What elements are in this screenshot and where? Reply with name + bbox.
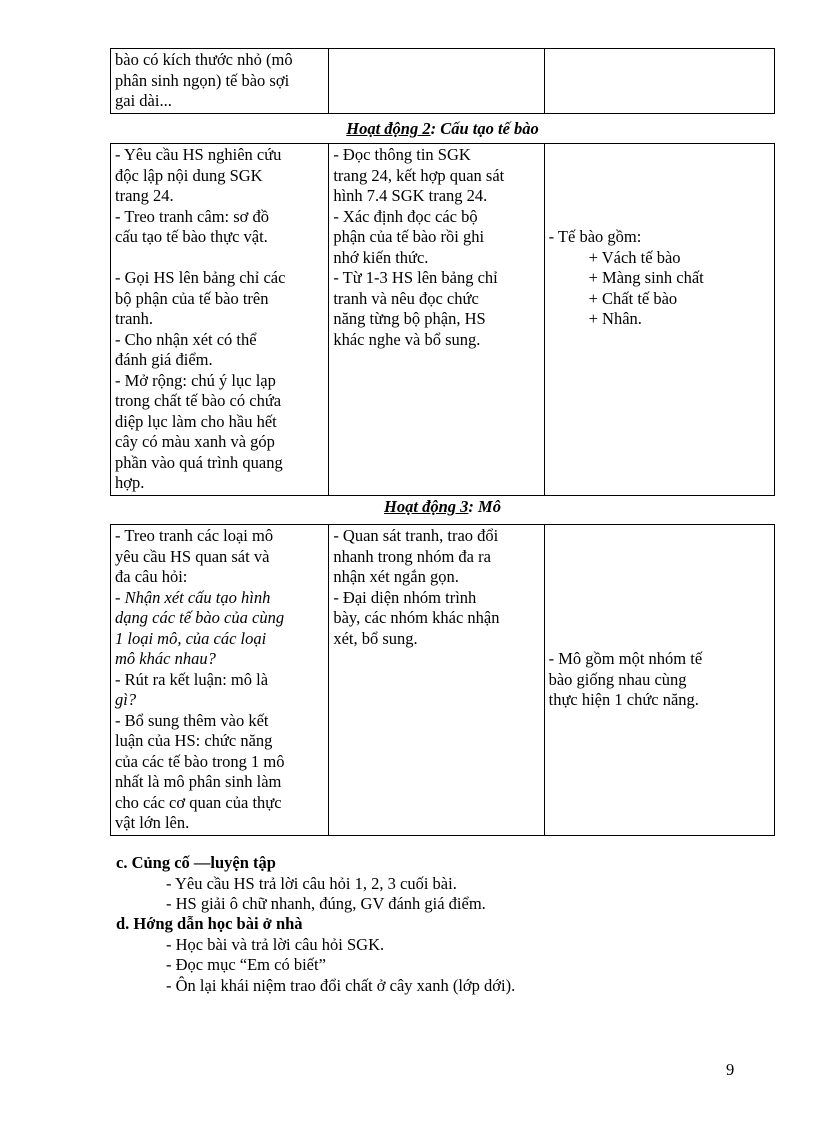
- text-line: - Tế bào gồm:: [548, 227, 642, 246]
- text-line: vật lớn lên.: [115, 813, 190, 832]
- text-line: của các tế bào trong 1 mô: [115, 751, 285, 771]
- page-number: 9: [726, 1060, 735, 1079]
- text-line: hình 7.4 SGK trang 24.: [333, 186, 488, 205]
- text-line: - Cho nhận xét có thể: [115, 329, 257, 349]
- text-line: bào giống nhau cùng: [548, 669, 687, 689]
- text-line: nhanh trong nhóm đa ra: [333, 546, 491, 566]
- activity3-content-cell: [544, 525, 774, 836]
- activity3-heading-prefix: Hoạt động 3: [384, 497, 469, 516]
- text-line: - Quan sát tranh, trao đổi: [333, 526, 499, 545]
- text-line: - Từ 1-3 HS lên bảng chỉ: [333, 268, 498, 287]
- activity3-heading-suffix: : Mô: [468, 497, 501, 516]
- text-line: - Treo tranh các loại mô: [115, 526, 274, 545]
- list-item: - HS giải ô chữ nhanh, đúng, GV đánh giá điểm.: [166, 894, 486, 913]
- text-line: luận của HS: chức năng: [115, 731, 273, 750]
- section-d: [116, 914, 776, 996]
- text-line: nhận xét ngắn gọn.: [333, 567, 459, 586]
- text-line: - Đại diện nhóm trình: [333, 587, 477, 607]
- table-row: [111, 49, 775, 114]
- text-line: phân sinh ngọn) tế bào sợi: [115, 70, 290, 90]
- top-col3-cell: [544, 49, 774, 114]
- blank-line: [549, 207, 771, 228]
- text-line: - Xác định đọc các bộ: [333, 206, 478, 226]
- text-line: diệp lục làm cho hầu hết: [115, 411, 277, 431]
- activity3-teacher-cell: [111, 525, 329, 836]
- text-line: dạng các tế bào của cùng: [115, 608, 285, 627]
- activity2-heading-suffix: : Cấu tạo tế bào: [430, 119, 539, 138]
- text-line: - Mô gồm một nhóm tế: [548, 649, 703, 668]
- list-item: - Đọc mục “Em có biết”: [166, 955, 326, 974]
- text-line: phần vào quá trình quang: [115, 452, 283, 472]
- activity3-heading: [110, 497, 775, 517]
- text-line: yêu cầu HS quan sát và: [115, 546, 270, 566]
- activity2-teacher-cell: [111, 144, 329, 496]
- blank-line: [549, 186, 771, 207]
- section-c-title: c. Củng cố —luyện tập: [116, 853, 276, 872]
- text-line: - Mở rộng: chú ý lục lạp: [115, 370, 276, 390]
- text-line: cây có màu xanh và góp: [115, 432, 275, 451]
- text-line: - Rút ra kết luận: mô là: [115, 669, 269, 689]
- activity3-table: [110, 524, 775, 836]
- text-line: bào có kích thước nhỏ (mô: [115, 50, 293, 69]
- text-line: mô khác nhau?: [115, 649, 216, 668]
- text-line: năng từng bộ phận, HS: [333, 309, 486, 328]
- table-top-continuation: [110, 48, 775, 114]
- text-line: hợp.: [115, 473, 145, 492]
- list-item: - Học bài và trả lời câu hỏi SGK.: [166, 934, 385, 954]
- section-d-title: d. Hớng dẫn học bài ở nhà: [116, 914, 303, 933]
- top-col1-cell: [111, 49, 329, 114]
- text-line: - Treo tranh câm: sơ đồ: [115, 206, 270, 226]
- text-line: nhất là mô phân sinh làm: [115, 772, 282, 791]
- table-row: [111, 144, 775, 496]
- text-line: tranh và nêu đọc chức: [333, 288, 479, 308]
- list-item: - Ôn lại khái niệm trao đổi chất ở cây xanh (lớp dới).: [166, 975, 516, 995]
- text-line: phận của tế bào rồi ghi: [333, 227, 485, 246]
- text-line: cấu tạo tế bào thực vật.: [115, 227, 268, 246]
- list-item: + Nhân.: [588, 309, 642, 328]
- table-row: [111, 525, 775, 836]
- text-line: 1 loại mô, của các loại: [115, 628, 267, 648]
- text-line: xét, bổ sung.: [333, 628, 418, 648]
- text-line: trang 24, kết hợp quan sát: [333, 165, 505, 185]
- list-item: + Vách tế bào: [588, 247, 681, 267]
- text-line: đánh giá điểm.: [115, 350, 213, 369]
- section-c: [116, 853, 776, 915]
- activity3-student-cell: [329, 525, 544, 836]
- text-line: - Gọi HS lên bảng chỉ các: [115, 268, 286, 287]
- blank-line: [549, 145, 771, 166]
- text-line: bày, các nhóm khác nhận: [333, 608, 500, 627]
- text-line: gì?: [115, 690, 137, 709]
- activity2-heading-prefix: Hoạt động 2: [346, 119, 431, 138]
- text-line: trong chất tế bào có chứa: [115, 391, 282, 410]
- text-line: - Đọc thông tin SGK: [333, 145, 471, 164]
- top-col2-cell: [329, 49, 544, 114]
- text-line: độc lập nội dung SGK: [115, 165, 263, 185]
- activity2-heading: [110, 119, 775, 139]
- text-line: - Nhận xét cấu tạo hình: [115, 587, 271, 607]
- text-line: thực hiện 1 chức năng.: [548, 690, 699, 709]
- list-item: - Yêu cầu HS trả lời câu hỏi 1, 2, 3 cuối bài.: [166, 873, 457, 893]
- list-item: + Màng sinh chất: [588, 268, 704, 287]
- activity2-content-cell: [544, 144, 774, 496]
- activity2-table: [110, 143, 775, 496]
- text-line: bộ phận của tế bào trên: [115, 288, 269, 308]
- list-item: + Chất tế bào: [588, 288, 678, 308]
- text-line: khác nghe và bổ sung.: [333, 329, 481, 349]
- text-line: trang 24.: [115, 186, 174, 205]
- text-line: cho các cơ quan của thực: [115, 792, 282, 812]
- text-line: tranh.: [115, 309, 154, 328]
- blank-line: [549, 166, 771, 187]
- text-line: nhớ kiến thức.: [333, 247, 429, 267]
- blank-line: [115, 248, 325, 269]
- text-line: đa câu hỏi:: [115, 567, 188, 586]
- text-line: - Yêu cầu HS nghiên cứu: [115, 145, 282, 164]
- text-line: - Bổ sung thêm vào kết: [115, 710, 269, 730]
- text-line: gai dài...: [115, 91, 172, 110]
- activity2-student-cell: [329, 144, 544, 496]
